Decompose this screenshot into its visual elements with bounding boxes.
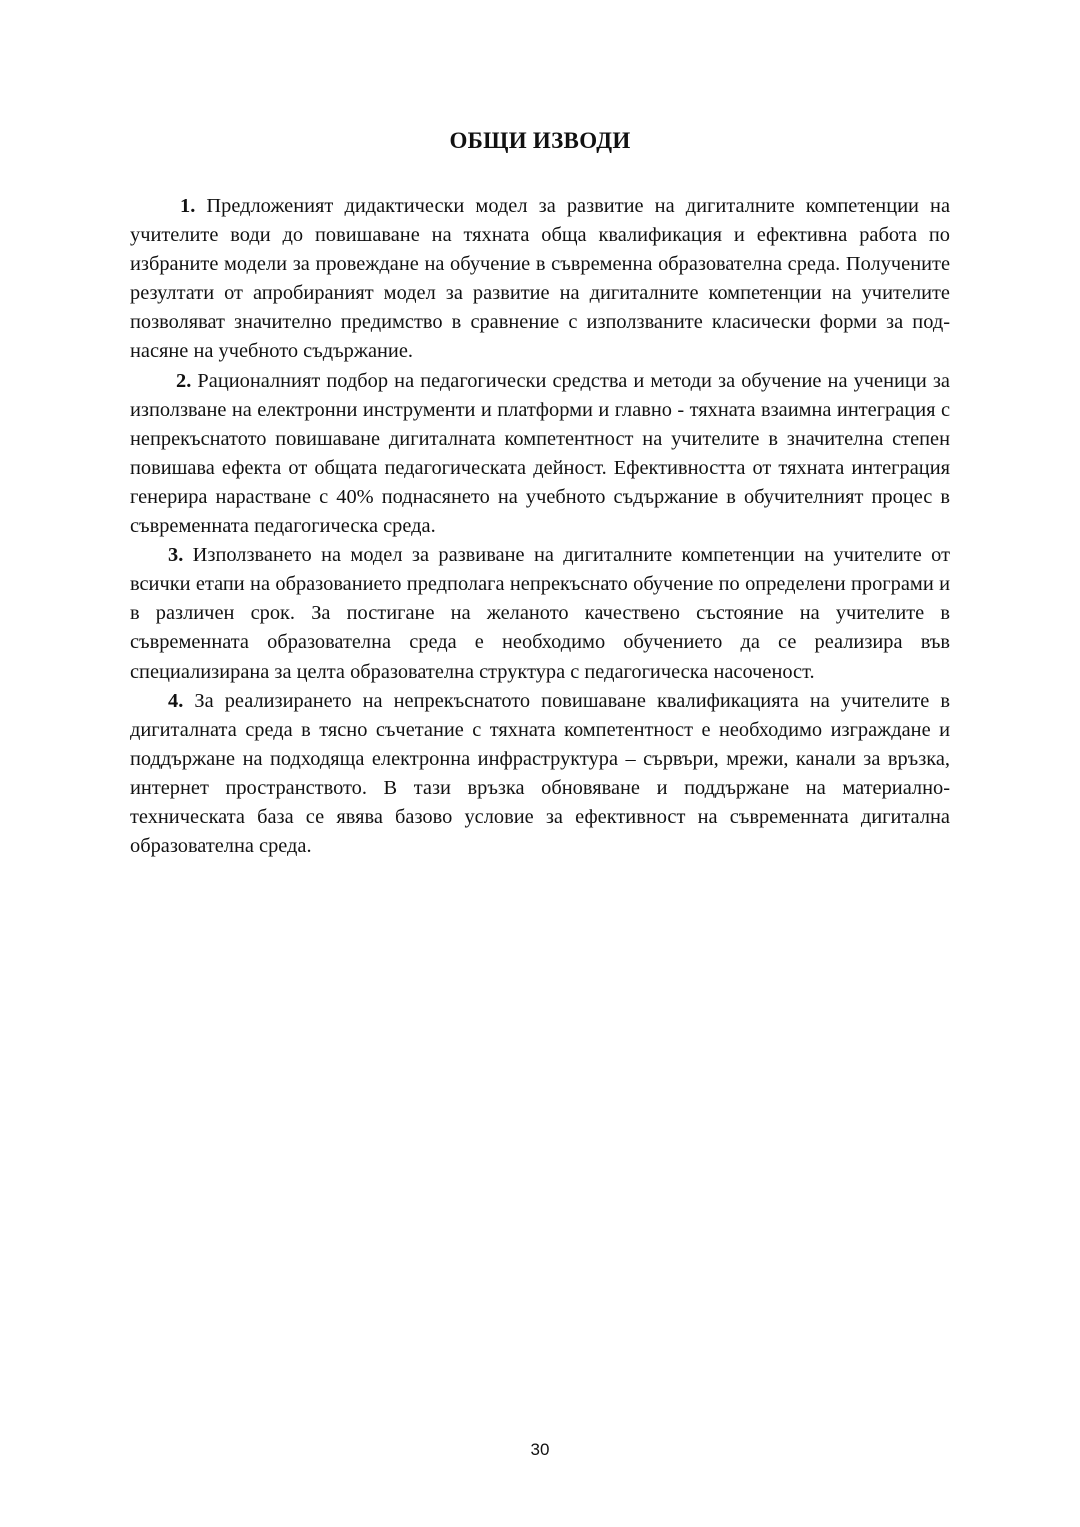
paragraph-text: Рационалният подбор на педагогически средства и методи за обучение на ученици за използване на електронни инструменти и платформи и главно - тяхната взаимна интеграция с непрекъснатото повишаване дигиталната компетентност на учителите в значителна степен повишава ефекта от общата педагогическата дейност. Ефективността от тяхната интеграция генерира нарастване с 40% поднасянето на учебното съдържание в обучителният процес в съвременната педагогическа среда.: [130, 369, 950, 538]
paragraph-3: [130, 541, 950, 686]
paragraph-2: [130, 367, 950, 542]
paragraph-number: 2.: [176, 369, 192, 392]
paragraph-number: 3.: [168, 544, 184, 567]
body-text: [130, 192, 950, 861]
page-number: 30: [530, 1440, 550, 1459]
paragraph-number: 1.: [180, 195, 196, 217]
page-title: ОБЩИ ИЗВОДИ: [449, 128, 631, 153]
paragraph-text: Използването на модел за развиване на дигиталните компетенции на учителите от всички етапи на образованието предполага непрекъснато обучение по определени програми и в различен срок. За постигане на желаното качествено състояние на учителите в съвременната образователна среда е необходимо обучението да се реализира във специализирана за целта образователна структура с педагогическа насоченост.: [130, 544, 950, 683]
paragraph-1: [130, 192, 950, 367]
paragraph-text: За реализирането на непрекъснатото повишаване квалификацията на учителите в дигиталната среда в тясно съчетание с тяхната компетентност е необходимо изграждане и поддържане на подходяща електронна инфраструктура – сървъри, мрежи, канали за връзка, интернет пространството. В тази връзка обновяване и поддържане на материално-техническата база се явява базово условие за ефективност на съвременната дигитална образователна среда.: [130, 689, 950, 858]
paragraph-text: Предложеният дидактически модел за развитие на дигиталните компетенции на учителите води до повишаване на тяхната обща квалификация и ефективна работа по избраните модели за провеждане на обучение в съвременна образователна среда. Получените резултати от апробираният модел за развитие на дигиталните компетенции на учителите позволяват значително предимство в сравнение с използваните класически форми за поднасяне на учебното съдържание.: [130, 195, 950, 363]
paragraph-4: [130, 687, 950, 862]
paragraph-number: 4.: [168, 689, 184, 712]
